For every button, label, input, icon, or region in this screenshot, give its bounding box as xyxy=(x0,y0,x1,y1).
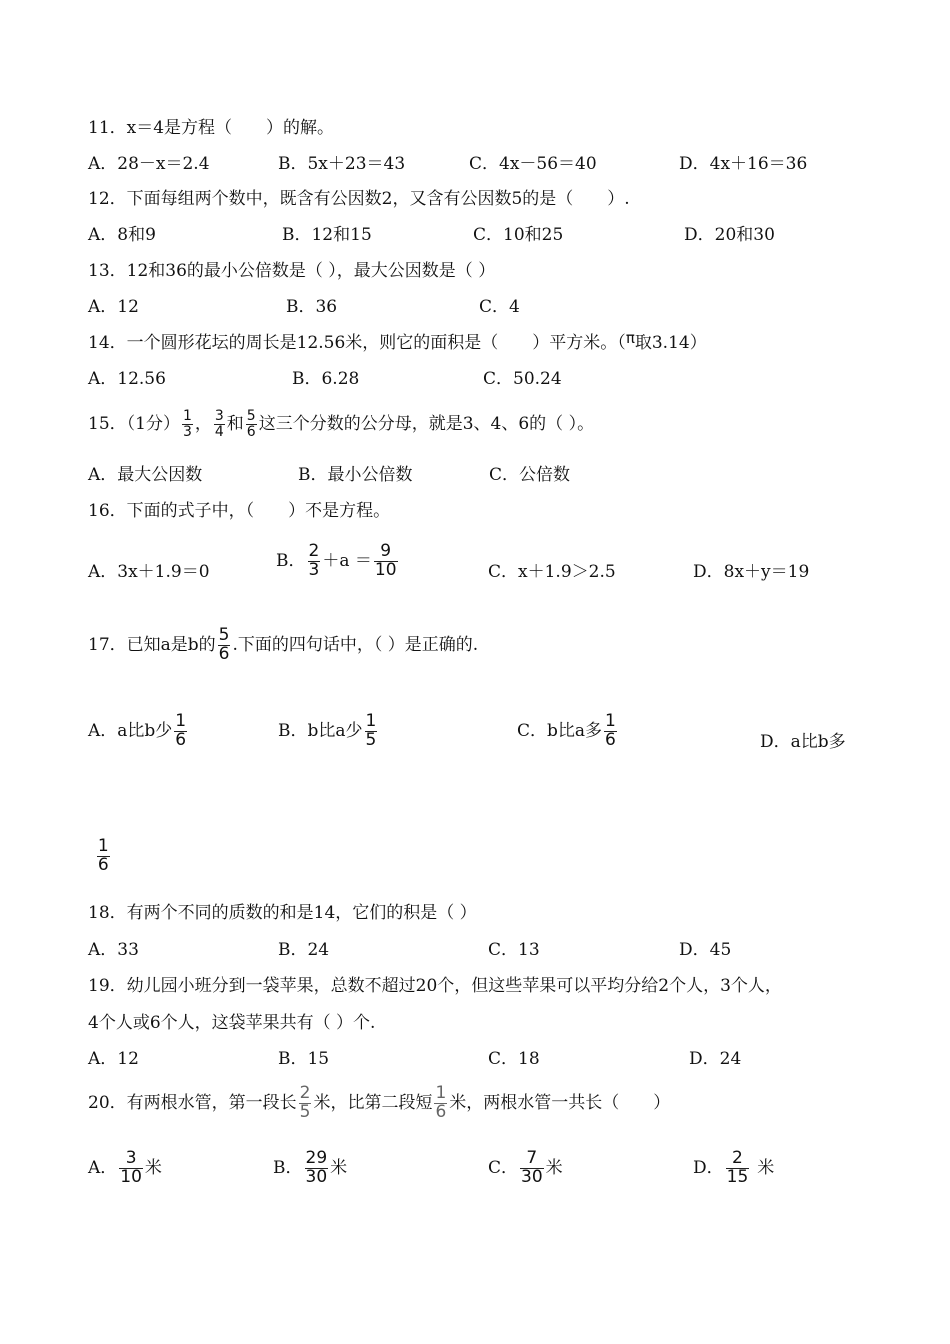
q11-option-c: C．4x－56＝40 xyxy=(469,154,597,174)
q16-option-b: B． $\frac{2}{3}$ ＋a ＝ $\frac{9}{10}$ xyxy=(276,540,397,580)
q17-option-b: B．b比a少 $\frac{1}{5}$ xyxy=(278,710,377,750)
q14-option-a: A．12.56 xyxy=(88,369,166,389)
q18-option-b: B．24 xyxy=(278,940,330,960)
q17-option-a: A．a比b少 $\frac{1}{6}$ xyxy=(88,710,187,750)
question-11-stem: 11．x＝4是方程（ ）的解。 xyxy=(88,118,335,138)
q16-option-d: D．8x＋y＝19 xyxy=(693,562,810,582)
question-15-stem: 15．（1分） $\frac{1}{3}$ ， $\frac{3}{4}$ 和 $\frac{5}{6}$ 这三个分数的公分母，就是3、4、6的（ ）。 xyxy=(88,407,595,440)
q18-option-d: D．45 xyxy=(679,940,732,960)
q14-option-c: C．50.24 xyxy=(483,369,562,389)
question-17-stem: 17．已知a是b的 $\frac{5}{6}$ .下面的四句话中，（ ）是正确的. xyxy=(88,624,479,664)
fraction: $\frac{1}{6}$ xyxy=(97,836,109,875)
q20-option-d: D． $\frac{2}{15}$ 米 xyxy=(693,1147,775,1187)
q16-option-c: C．x＋1.9＞2.5 xyxy=(488,562,616,582)
fraction: $\frac{29}{30}$ xyxy=(305,1147,328,1187)
q13-option-a: A．12 xyxy=(88,297,139,317)
fraction: $\frac{5}{6}$ xyxy=(218,624,230,664)
question-19-line-2: 4个人或6个人，这袋苹果共有（ ）个. xyxy=(88,1013,376,1033)
q19-option-d: D．24 xyxy=(689,1049,742,1069)
fraction: $\frac{1}{6}$ xyxy=(435,1082,447,1122)
q19-option-c: C．18 xyxy=(488,1049,540,1069)
fraction: $\frac{2}{3}$ xyxy=(308,540,320,580)
fraction: $\frac{9}{10}$ xyxy=(374,540,397,580)
fraction: $\frac{7}{30}$ xyxy=(521,1147,543,1187)
fraction: $\frac{2}{15}$ xyxy=(726,1147,749,1187)
q18-option-c: C．13 xyxy=(488,940,540,960)
q20-option-b: B． $\frac{29}{30}$ 米 xyxy=(273,1147,348,1187)
fraction: $\frac{1}{3}$ xyxy=(182,407,192,440)
q12-option-d: D．20和30 xyxy=(684,225,775,245)
fraction: $\frac{3}{10}$ xyxy=(120,1147,142,1187)
fraction: $\frac{5}{6}$ xyxy=(246,407,256,440)
q15-option-a: A．最大公因数 xyxy=(88,465,203,485)
question-16-stem: 16．下面的式子中，（ ）不是方程。 xyxy=(88,501,391,521)
fraction: $\frac{1}{5}$ xyxy=(365,710,377,750)
pi-symbol: π xyxy=(625,329,635,347)
question-13-stem: 13．12和36的最小公倍数是（ ），最大公因数是（ ） xyxy=(88,261,496,281)
q11-option-b: B．5x＋23＝43 xyxy=(278,154,406,174)
question-14-stem: 14．一个圆形花坛的周长是12.56米，则它的面积是（ ）平方米。（π取3.14） xyxy=(88,329,707,353)
question-18-stem: 18．有两个不同的质数的和是14，它们的积是（ ） xyxy=(88,903,477,923)
q11-option-a: A．28－x＝2.4 xyxy=(88,154,210,174)
q15-option-c: C．公倍数 xyxy=(489,465,571,485)
q11-option-d: D．4x＋16＝36 xyxy=(679,154,808,174)
q12-option-c: C．10和25 xyxy=(473,225,564,245)
q17-option-d-fraction xyxy=(84,816,112,875)
q12-option-b: B．12和15 xyxy=(282,225,372,245)
q17-option-d: D．a比b多 xyxy=(760,732,846,752)
q15-option-b: B．最小公倍数 xyxy=(298,465,413,485)
q20-option-a: A． $\frac{3}{10}$ 米 xyxy=(88,1147,162,1187)
q20-option-c: C． $\frac{7}{30}$ 米 xyxy=(488,1147,563,1187)
fraction: $\frac{1}{6}$ xyxy=(175,710,187,750)
q13-option-b: B．36 xyxy=(286,297,338,317)
q16-option-a: A．3x＋1.9＝0 xyxy=(88,562,210,582)
question-20-stem: 20．有两根水管，第一段长 $\frac{2}{5}$ 米，比第二段短 $\frac{1}{6}$ 米，两根水管一共长（ ） xyxy=(88,1082,671,1122)
q19-option-a: A．12 xyxy=(88,1049,139,1069)
fraction: $\frac{2}{5}$ xyxy=(299,1082,311,1122)
q17-option-c: C．b比a多 $\frac{1}{6}$ xyxy=(517,710,616,750)
fraction: $\frac{3}{4}$ xyxy=(214,407,224,440)
question-19-line-1: 19．幼儿园小班分到一袋苹果，总数不超过20个，但这些苹果可以平均分给2个人，3个人， xyxy=(88,976,782,996)
q19-option-b: B．15 xyxy=(278,1049,330,1069)
fraction: $\frac{1}{6}$ xyxy=(605,710,616,750)
q14-option-b: B．6.28 xyxy=(292,369,360,389)
question-12-stem: 12．下面每组两个数中，既含有公因数2，又含有公因数5的是（ ）. xyxy=(88,189,630,209)
q13-option-c: C．4 xyxy=(479,297,520,317)
q12-option-a: A．8和9 xyxy=(88,225,156,245)
q18-option-a: A．33 xyxy=(88,940,139,960)
